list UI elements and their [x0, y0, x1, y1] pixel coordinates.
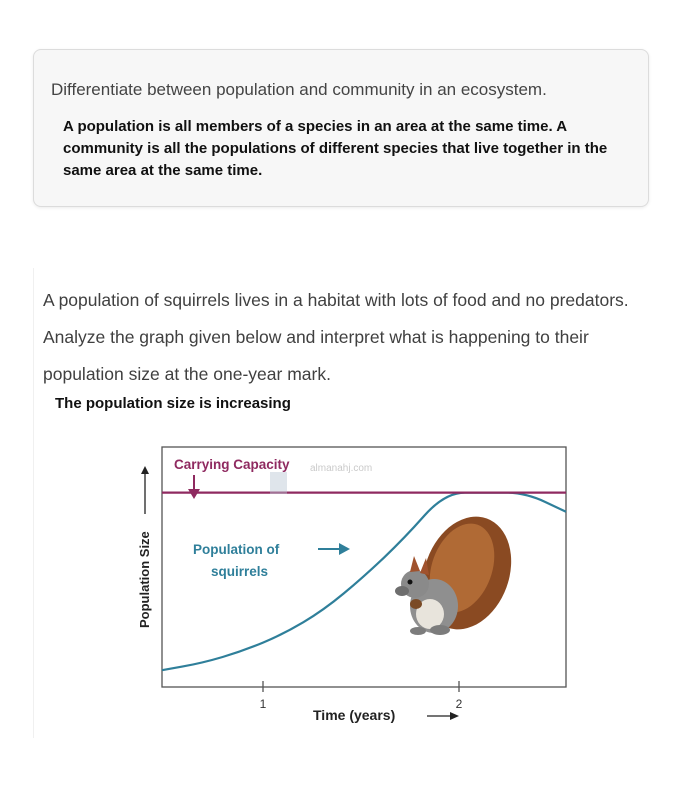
question-text: A population of squirrels lives in a habitat with lots of food and no predators. Analyze the graph given below and interpret what is happening to their population size at the one-year mark. — [43, 290, 629, 384]
answer-text: A population is all members of a species in an area at the same time. A community is all the populations of different species that live together in the same area at the same time. — [63, 118, 608, 179]
population-arrow-icon — [339, 543, 350, 555]
watermark-site: almanahj.com — [310, 463, 373, 474]
question-text: Differentiate between population and community in an ecosystem. — [51, 80, 547, 99]
x-axis-arrow-icon — [450, 712, 459, 720]
y-axis-arrow-icon — [141, 466, 149, 474]
question-card-population-community — [33, 49, 649, 207]
x-tick-label-1: 1 — [259, 697, 267, 711]
population-graph — [132, 428, 572, 738]
population-label-line2: squirrels — [211, 564, 269, 579]
x-tick-label-2: 2 — [455, 697, 463, 711]
population-label-line1: Population of — [193, 542, 280, 557]
carrying-capacity-label: Carrying Capacity — [174, 457, 290, 472]
watermark-logo — [270, 472, 287, 494]
question-card-squirrel-graph — [33, 268, 656, 738]
y-axis-label: Population Size — [137, 531, 152, 628]
x-axis-label: Time (years) — [313, 707, 396, 723]
answer-text: The population size is increasing — [55, 395, 291, 412]
carrying-capacity-arrow-icon — [188, 489, 200, 499]
